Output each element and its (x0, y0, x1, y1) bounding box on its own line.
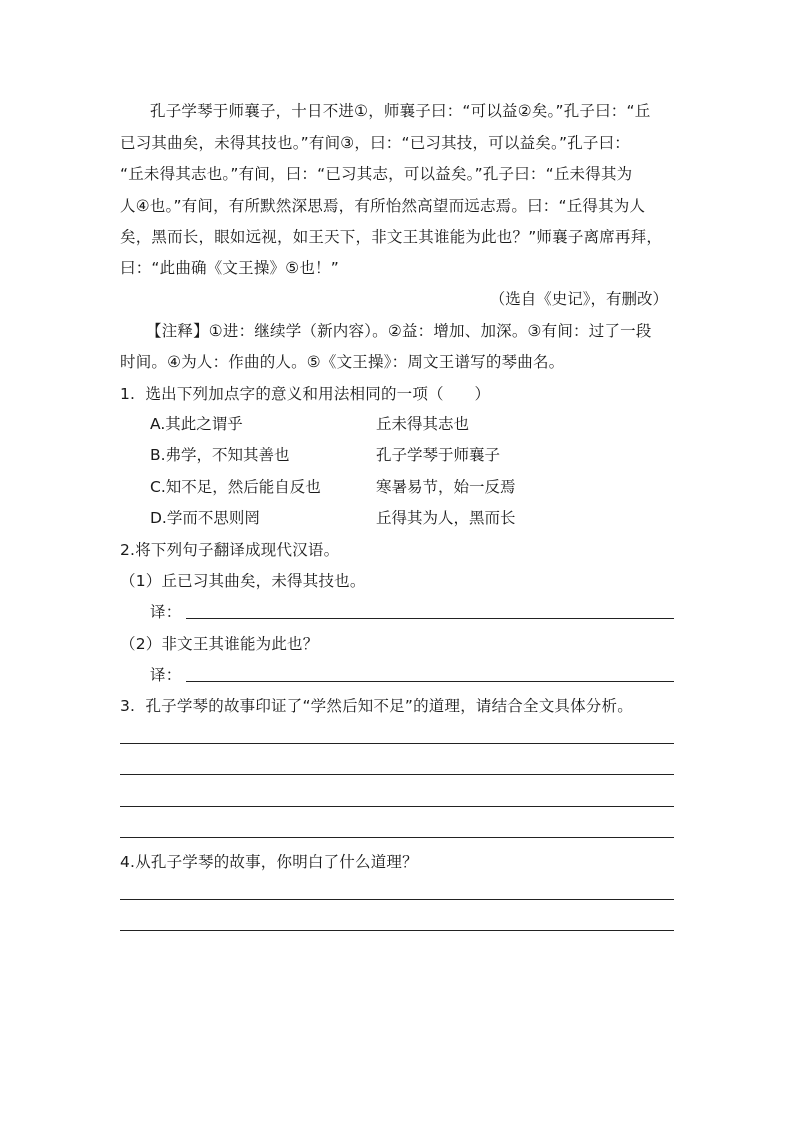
question-2-stem: 2.将下列句子翻译成现代汉语。 (120, 541, 340, 559)
passage-line: 人④也。”有间，有所默然深思焉，有所怡然高望而远志焉。曰：“丘得其为人 (120, 197, 646, 215)
passage-line: 孔子学琴于师襄子，十日不进①，师襄子曰：“可以益②矣。”孔子曰：“丘 (150, 102, 651, 120)
q1-option-b-left: B.弗学，不知其善也 (150, 446, 290, 464)
question-1-stem: 1. 选出下列加点字的意义和用法相同的一项（ ） (120, 385, 491, 403)
question-4-stem: 4.从孔子学琴的故事，你明白了什么道理？ (120, 853, 418, 871)
passage-line: “丘未得其志也。”有间，曰：“已习其志，可以益矣。”孔子曰：“丘未得其为 (120, 165, 633, 183)
q3-answer-line[interactable] (120, 774, 674, 775)
passage-line: 曰：“此曲确《文王操》⑤也！” (120, 259, 339, 277)
q4-answer-line[interactable] (120, 899, 674, 900)
q2-translation-label-1: 译： (150, 603, 182, 621)
q2-sentence-1: （1）丘已习其曲矣，未得其技也。 (120, 572, 366, 590)
q1-option-a-right: 丘未得其志也 (376, 415, 470, 433)
q1-option-c-right: 寒暑易节，始一反焉 (376, 478, 516, 496)
passage-line: 已习其曲矣，未得其技也。”有间③，曰：“已习其技，可以益矣。”孔子曰： (120, 134, 630, 152)
q1-option-c-left: C.知不足，然后能自反也 (150, 478, 321, 496)
q2-sentence-2: （2）非文王其谁能为此也？ (120, 635, 319, 653)
q1-option-d-right: 丘得其为人，黑而长 (376, 509, 516, 527)
q2-answer-line-2[interactable] (186, 681, 674, 682)
passage-source: （选自《史记》，有删改） (489, 290, 668, 308)
passage-line: 矣，黑而长，眼如远视，如王天下，非文王其谁能为此也？”师襄子离席再拜， (120, 228, 663, 246)
q2-translation-label-2: 译： (150, 666, 182, 684)
q1-option-d-left: D.学而不思则罔 (150, 509, 260, 527)
q4-answer-line[interactable] (120, 930, 674, 931)
q2-answer-line-1[interactable] (186, 618, 674, 619)
q3-answer-line[interactable] (120, 743, 674, 744)
question-3-stem: 3. 孔子学琴的故事印证了“学然后知不足”的道理，请结合全文具体分析。 (120, 697, 633, 715)
q3-answer-line[interactable] (120, 806, 674, 807)
q1-option-a-left: A.其此之谓乎 (150, 415, 243, 433)
q3-answer-line[interactable] (120, 837, 674, 838)
q1-option-b-right: 孔子学琴于师襄子 (376, 446, 501, 464)
notes-line: 时间。④为人：作曲的人。⑤《文王操》：周文王谱写的琴曲名。 (120, 353, 565, 371)
notes-line: 【注释】①进：继续学（新内容）。②益：增加、加深。③有间：过了一段 (146, 322, 652, 340)
